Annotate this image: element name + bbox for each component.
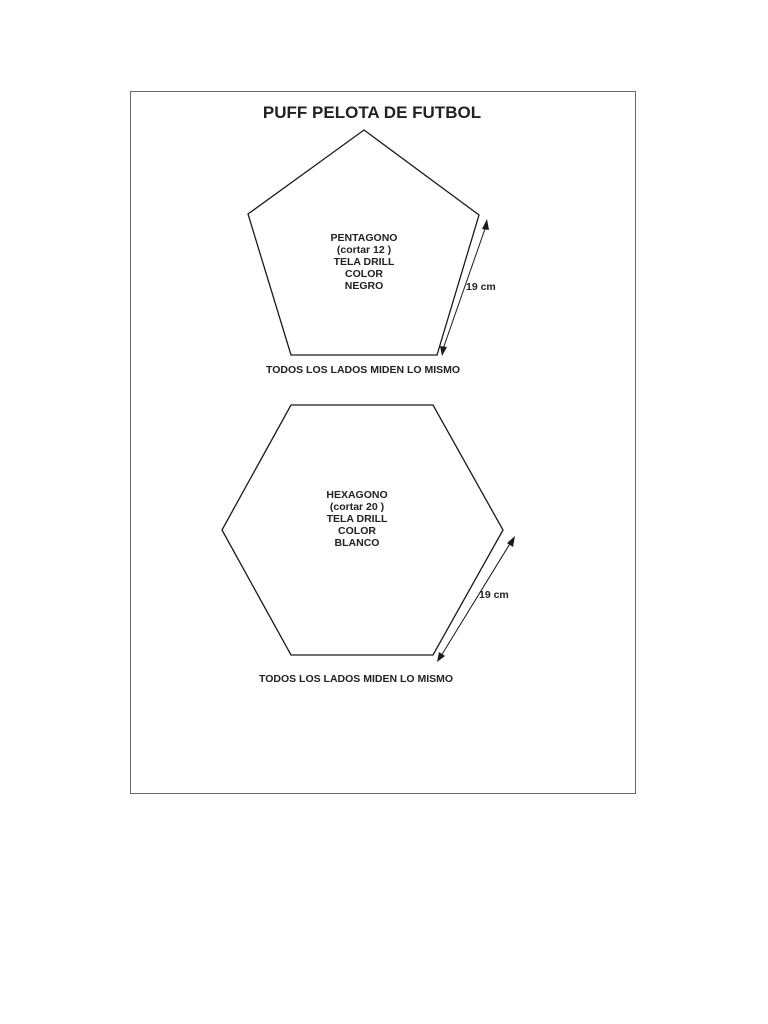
hexagon-note: TODOS LOS LADOS MIDEN LO MISMO bbox=[258, 673, 454, 685]
pentagon-label-line: TELA DRILL bbox=[333, 256, 395, 268]
hexagon-pattern bbox=[222, 405, 515, 685]
hexagon-label-line: COLOR bbox=[338, 525, 376, 537]
hexagon-label-line: HEXAGONO bbox=[326, 489, 388, 501]
hexagon-label-line: (cortar 20 ) bbox=[329, 501, 385, 513]
pentagon-side-label: 19 cm bbox=[466, 281, 496, 293]
hexagon-label-line: BLANCO bbox=[334, 537, 380, 549]
pentagon-note: TODOS LOS LADOS MIDEN LO MISMO bbox=[265, 364, 461, 376]
pentagon-label-line: NEGRO bbox=[344, 280, 384, 292]
pentagon-label-line: PENTAGONO bbox=[330, 232, 398, 244]
pentagon-label-line: (cortar 12 ) bbox=[336, 244, 392, 256]
hexagon-label-line: TELA DRILL bbox=[326, 513, 388, 525]
page-title: PUFF PELOTA DE FUTBOL bbox=[262, 103, 482, 122]
pentagon-label-line: COLOR bbox=[345, 268, 383, 280]
pentagon-pattern bbox=[248, 130, 496, 376]
pentagon-label bbox=[331, 232, 398, 292]
hexagon-side-label: 19 cm bbox=[479, 589, 509, 601]
hexagon-label bbox=[326, 489, 388, 549]
